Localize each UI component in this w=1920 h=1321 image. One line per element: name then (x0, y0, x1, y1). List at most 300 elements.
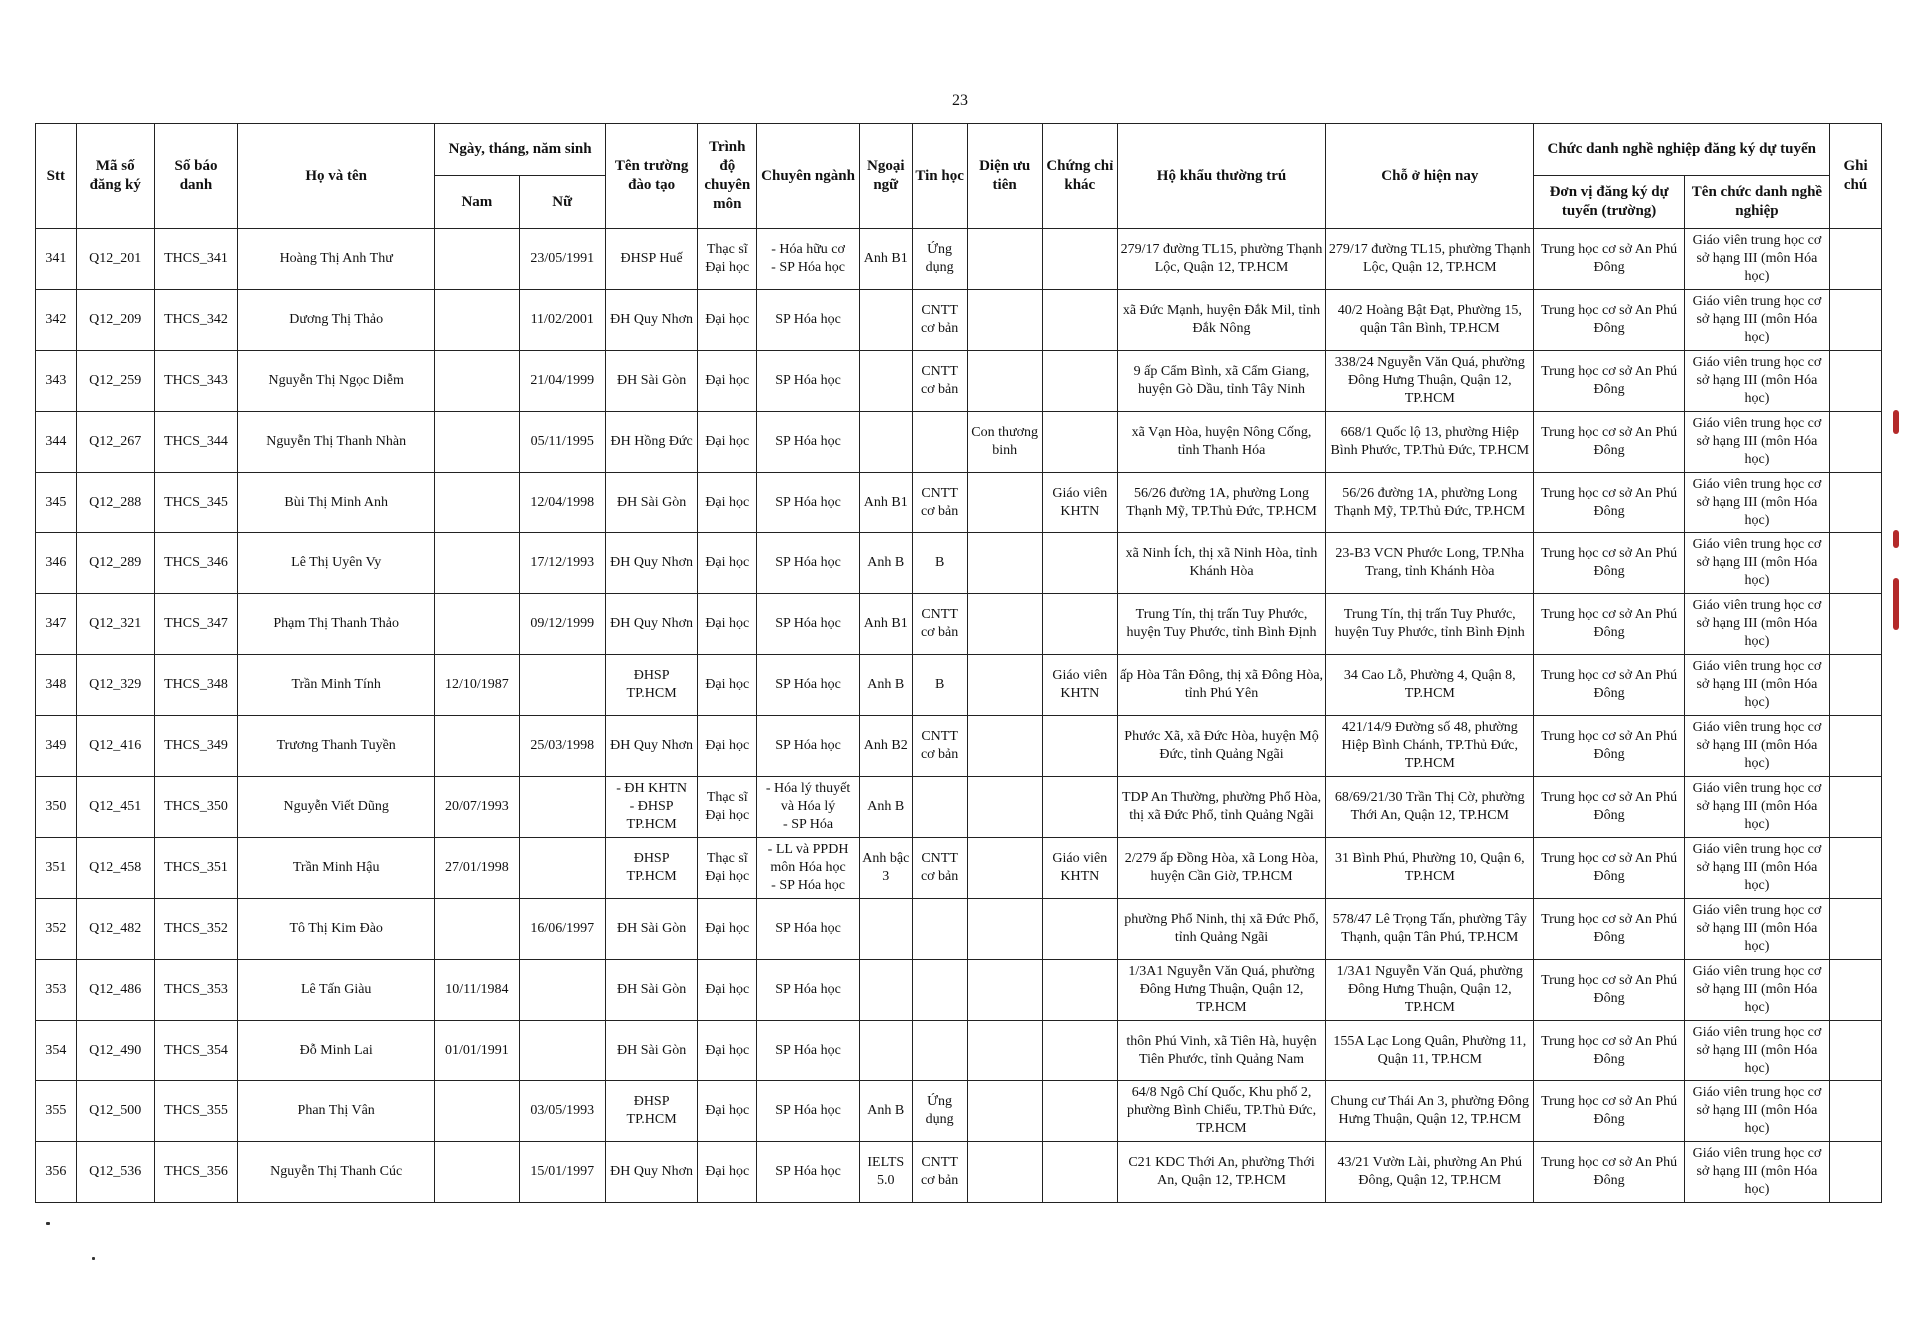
cell-trinh-do: Đại học (698, 1142, 757, 1203)
cell-dien-uu-tien (967, 837, 1042, 898)
cell-nu (519, 959, 605, 1020)
cell-stt: 351 (36, 837, 77, 898)
cell-truong: - ĐH KHTN - ĐHSP TP.HCM (605, 777, 697, 838)
cell-dien-uu-tien (967, 716, 1042, 777)
cell-ten-chuc-danh: Giáo viên trung học cơ sở hạng III (môn Hóa học) (1684, 777, 1829, 838)
cell-name: Trần Minh Tính (238, 655, 435, 716)
cell-chung-chi (1042, 777, 1117, 838)
cell-name: Nguyễn Thị Ngọc Diễm (238, 350, 435, 411)
cell-truong: ĐH Sài Gòn (605, 898, 697, 959)
cell-ngoai-ngu (859, 411, 912, 472)
cell-ten-chuc-danh: Giáo viên trung học cơ sở hạng III (môn Hóa học) (1684, 229, 1829, 290)
cell-ten-chuc-danh: Giáo viên trung học cơ sở hạng III (môn Hóa học) (1684, 1142, 1829, 1203)
cell-ten-chuc-danh: Giáo viên trung học cơ sở hạng III (môn Hóa học) (1684, 533, 1829, 594)
cell-stt: 353 (36, 959, 77, 1020)
cell-nu (519, 1020, 605, 1081)
cell-cho-o: 40/2 Hoàng Bật Đạt, Phường 15, quận Tân Bình, TP.HCM (1326, 289, 1534, 350)
cell-ma-so: Q12_288 (76, 472, 154, 533)
cell-ho-khau: ấp Hòa Tân Đông, thị xã Đông Hòa, tỉnh Phú Yên (1117, 655, 1325, 716)
cell-ma-so: Q12_500 (76, 1081, 154, 1142)
header-truong: Tên trường đào tạo (605, 124, 697, 229)
cell-tin-hoc (912, 411, 967, 472)
cell-don-vi: Trung học cơ sở An Phú Đông (1534, 1081, 1684, 1142)
cell-ten-chuc-danh: Giáo viên trung học cơ sở hạng III (môn Hóa học) (1684, 898, 1829, 959)
cell-ma-so: Q12_289 (76, 533, 154, 594)
cell-ghi-chu (1830, 1142, 1882, 1203)
cell-ma-so: Q12_458 (76, 837, 154, 898)
cell-chung-chi (1042, 229, 1117, 290)
cell-chuyen-nganh: SP Hóa học (757, 1020, 860, 1081)
cell-so-bao-danh: THCS_347 (154, 594, 237, 655)
cell-truong: ĐH Quy Nhơn (605, 594, 697, 655)
cell-dien-uu-tien (967, 289, 1042, 350)
cell-trinh-do: Đại học (698, 533, 757, 594)
cell-truong: ĐH Sài Gòn (605, 350, 697, 411)
cell-ghi-chu (1830, 229, 1882, 290)
cell-so-bao-danh: THCS_353 (154, 959, 237, 1020)
cell-ma-so: Q12_416 (76, 716, 154, 777)
table-row (36, 1142, 1882, 1203)
cell-so-bao-danh: THCS_343 (154, 350, 237, 411)
cell-name: Nguyễn Viết Dũng (238, 777, 435, 838)
cell-ten-chuc-danh: Giáo viên trung học cơ sở hạng III (môn Hóa học) (1684, 1020, 1829, 1081)
table-body (36, 229, 1882, 1203)
cell-cho-o: 279/17 đường TL15, phường Thạnh Lộc, Quận 12, TP.HCM (1326, 229, 1534, 290)
cell-tin-hoc: Ứng dụng (912, 1081, 967, 1142)
table-row (36, 229, 1882, 290)
cell-so-bao-danh: THCS_356 (154, 1142, 237, 1203)
cell-tin-hoc: CNTT cơ bản (912, 1142, 967, 1203)
cell-truong: ĐH Quy Nhơn (605, 289, 697, 350)
cell-stt: 341 (36, 229, 77, 290)
cell-tin-hoc: B (912, 533, 967, 594)
cell-ghi-chu (1830, 959, 1882, 1020)
cell-chuyen-nganh: SP Hóa học (757, 898, 860, 959)
cell-cho-o: 31 Bình Phú, Phường 10, Quận 6, TP.HCM (1326, 837, 1534, 898)
header-ghi-chu: Ghi chú (1830, 124, 1882, 229)
cell-cho-o: 668/1 Quốc lộ 13, phường Hiệp Bình Phước, TP.Thủ Đức, TP.HCM (1326, 411, 1534, 472)
cell-ho-khau: 9 ấp Cẩm Bình, xã Cẩm Giang, huyện Gò Dầu, tỉnh Tây Ninh (1117, 350, 1325, 411)
table-row (36, 350, 1882, 411)
cell-dien-uu-tien (967, 1142, 1042, 1203)
cell-nu: 17/12/1993 (519, 533, 605, 594)
table-row (36, 898, 1882, 959)
cell-stt: 355 (36, 1081, 77, 1142)
cell-ho-khau: 2/279 ấp Đồng Hòa, xã Long Hòa, huyện Cần Giờ, TP.HCM (1117, 837, 1325, 898)
cell-ten-chuc-danh: Giáo viên trung học cơ sở hạng III (môn Hóa học) (1684, 837, 1829, 898)
cell-ma-so: Q12_451 (76, 777, 154, 838)
cell-stt: 346 (36, 533, 77, 594)
cell-trinh-do: Thạc sĩ Đại học (698, 777, 757, 838)
margin-ink-mark (1893, 578, 1899, 630)
cell-don-vi: Trung học cơ sở An Phú Đông (1534, 1142, 1684, 1203)
cell-cho-o: 338/24 Nguyễn Văn Quá, phường Đông Hưng Thuận, Quận 12, TP.HCM (1326, 350, 1534, 411)
cell-chuyen-nganh: - Hóa lý thuyết và Hóa lý - SP Hóa (757, 777, 860, 838)
candidate-table (35, 123, 1882, 1203)
cell-ngoai-ngu (859, 350, 912, 411)
cell-trinh-do: Đại học (698, 959, 757, 1020)
cell-so-bao-danh: THCS_352 (154, 898, 237, 959)
cell-ngoai-ngu: Anh B (859, 1081, 912, 1142)
margin-ink-mark (1893, 410, 1899, 434)
cell-ghi-chu (1830, 411, 1882, 472)
cell-ho-khau: thôn Phú Vinh, xã Tiên Hà, huyện Tiên Phước, tỉnh Quảng Nam (1117, 1020, 1325, 1081)
header-chung-chi: Chứng chỉ khác (1042, 124, 1117, 229)
cell-ho-khau: xã Đức Mạnh, huyện Đắk Mil, tỉnh Đắk Nông (1117, 289, 1325, 350)
cell-nu (519, 837, 605, 898)
cell-nam: 10/11/1984 (435, 959, 519, 1020)
cell-chuyen-nganh: SP Hóa học (757, 716, 860, 777)
cell-dien-uu-tien (967, 655, 1042, 716)
table-row (36, 1081, 1882, 1142)
cell-ten-chuc-danh: Giáo viên trung học cơ sở hạng III (môn Hóa học) (1684, 716, 1829, 777)
cell-chung-chi (1042, 959, 1117, 1020)
cell-ten-chuc-danh: Giáo viên trung học cơ sở hạng III (môn Hóa học) (1684, 411, 1829, 472)
cell-don-vi: Trung học cơ sở An Phú Đông (1534, 898, 1684, 959)
page-number: 23 (952, 92, 968, 109)
cell-chuyen-nganh: SP Hóa học (757, 533, 860, 594)
cell-nam (435, 533, 519, 594)
cell-nam (435, 229, 519, 290)
cell-so-bao-danh: THCS_341 (154, 229, 237, 290)
cell-ngoai-ngu: Anh B (859, 777, 912, 838)
cell-so-bao-danh: THCS_345 (154, 472, 237, 533)
table-row (36, 411, 1882, 472)
cell-nu: 11/02/2001 (519, 289, 605, 350)
cell-ten-chuc-danh: Giáo viên trung học cơ sở hạng III (môn Hóa học) (1684, 1081, 1829, 1142)
cell-ma-so: Q12_259 (76, 350, 154, 411)
cell-ho-khau: Trung Tín, thị trấn Tuy Phước, huyện Tuy Phước, tỉnh Bình Định (1117, 594, 1325, 655)
cell-chuyen-nganh: - Hóa hữu cơ - SP Hóa học (757, 229, 860, 290)
cell-chuyen-nganh: - LL và PPDH môn Hóa học - SP Hóa học (757, 837, 860, 898)
cell-tin-hoc: CNTT cơ bản (912, 350, 967, 411)
cell-nam (435, 898, 519, 959)
cell-ma-so: Q12_490 (76, 1020, 154, 1081)
cell-stt: 342 (36, 289, 77, 350)
cell-ma-so: Q12_267 (76, 411, 154, 472)
cell-tin-hoc: CNTT cơ bản (912, 837, 967, 898)
cell-stt: 356 (36, 1142, 77, 1203)
cell-so-bao-danh: THCS_354 (154, 1020, 237, 1081)
cell-tin-hoc: B (912, 655, 967, 716)
cell-stt: 349 (36, 716, 77, 777)
cell-truong: ĐH Quy Nhơn (605, 1142, 697, 1203)
cell-truong: ĐH Sài Gòn (605, 959, 697, 1020)
cell-name: Nguyễn Thị Thanh Nhàn (238, 411, 435, 472)
table-row (36, 959, 1882, 1020)
cell-ho-khau: 64/8 Ngô Chí Quốc, Khu phố 2, phường Bình Chiểu, TP.Thủ Đức, TP.HCM (1117, 1081, 1325, 1142)
header-ma-so: Mã số đăng ký (76, 124, 154, 229)
cell-nam (435, 1142, 519, 1203)
cell-ma-so: Q12_486 (76, 959, 154, 1020)
header-chuyen-nganh: Chuyên ngành (757, 124, 860, 229)
table-row (36, 472, 1882, 533)
cell-cho-o: 56/26 đường 1A, phường Long Thạnh Mỹ, TP.Thủ Đức, TP.HCM (1326, 472, 1534, 533)
cell-ghi-chu (1830, 1020, 1882, 1081)
header-so-bao-danh: Số báo danh (154, 124, 237, 229)
cell-cho-o: 34 Cao Lỗ, Phường 4, Quận 8, TP.HCM (1326, 655, 1534, 716)
table-row (36, 1020, 1882, 1081)
cell-stt: 344 (36, 411, 77, 472)
cell-chung-chi (1042, 898, 1117, 959)
header-tin-hoc: Tin học (912, 124, 967, 229)
cell-stt: 352 (36, 898, 77, 959)
cell-nu: 03/05/1993 (519, 1081, 605, 1142)
cell-don-vi: Trung học cơ sở An Phú Đông (1534, 472, 1684, 533)
table-row (36, 533, 1882, 594)
cell-truong: ĐH Quy Nhơn (605, 533, 697, 594)
cell-trinh-do: Thạc sĩ Đại học (698, 837, 757, 898)
cell-nu: 09/12/1999 (519, 594, 605, 655)
cell-ghi-chu (1830, 777, 1882, 838)
table-row (36, 594, 1882, 655)
cell-ghi-chu (1830, 716, 1882, 777)
cell-dien-uu-tien (967, 898, 1042, 959)
cell-name: Bùi Thị Minh Anh (238, 472, 435, 533)
cell-nam: 27/01/1998 (435, 837, 519, 898)
cell-ghi-chu (1830, 533, 1882, 594)
cell-chuyen-nganh: SP Hóa học (757, 472, 860, 533)
cell-chuyen-nganh: SP Hóa học (757, 289, 860, 350)
cell-ho-khau: xã Vạn Hòa, huyện Nông Cống, tỉnh Thanh Hóa (1117, 411, 1325, 472)
cell-ma-so: Q12_329 (76, 655, 154, 716)
cell-so-bao-danh: THCS_342 (154, 289, 237, 350)
cell-name: Hoàng Thị Anh Thư (238, 229, 435, 290)
cell-ho-khau: TDP An Thường, phường Phổ Hòa, thị xã Đức Phổ, tỉnh Quảng Ngãi (1117, 777, 1325, 838)
cell-chuyen-nganh: SP Hóa học (757, 655, 860, 716)
cell-cho-o: Trung Tín, thị trấn Tuy Phước, huyện Tuy Phước, tỉnh Bình Định (1326, 594, 1534, 655)
header-don-vi: Đơn vị đăng ký dự tuyển (trường) (1534, 176, 1684, 229)
cell-nam (435, 411, 519, 472)
cell-chung-chi: Giáo viên KHTN (1042, 655, 1117, 716)
cell-nam (435, 472, 519, 533)
cell-don-vi: Trung học cơ sở An Phú Đông (1534, 289, 1684, 350)
cell-so-bao-danh: THCS_355 (154, 1081, 237, 1142)
cell-truong: ĐHSP TP.HCM (605, 655, 697, 716)
cell-ghi-chu (1830, 655, 1882, 716)
cell-truong: ĐHSP TP.HCM (605, 1081, 697, 1142)
cell-cho-o: 43/21 Vườn Lài, phường An Phú Đông, Quận 12, TP.HCM (1326, 1142, 1534, 1203)
cell-cho-o: 1/3A1 Nguyễn Văn Quá, phường Đông Hưng Thuận, Quận 12, TP.HCM (1326, 959, 1534, 1020)
cell-dien-uu-tien (967, 229, 1042, 290)
cell-chung-chi: Giáo viên KHTN (1042, 837, 1117, 898)
scan-speck (92, 1257, 95, 1260)
cell-ghi-chu (1830, 1081, 1882, 1142)
header-ngoai-ngu: Ngoại ngữ (859, 124, 912, 229)
cell-nu: 16/06/1997 (519, 898, 605, 959)
cell-ghi-chu (1830, 594, 1882, 655)
margin-ink-mark (1893, 530, 1899, 548)
cell-cho-o: 578/47 Lê Trọng Tấn, phường Tây Thạnh, quận Tân Phú, TP.HCM (1326, 898, 1534, 959)
cell-nam (435, 716, 519, 777)
cell-tin-hoc: CNTT cơ bản (912, 716, 967, 777)
cell-ho-khau: Phước Xã, xã Đức Hòa, huyện Mộ Đức, tỉnh Quảng Ngãi (1117, 716, 1325, 777)
cell-dien-uu-tien: Con thương binh (967, 411, 1042, 472)
cell-ten-chuc-danh: Giáo viên trung học cơ sở hạng III (môn Hóa học) (1684, 472, 1829, 533)
cell-chung-chi (1042, 1020, 1117, 1081)
cell-trinh-do: Đại học (698, 594, 757, 655)
cell-name: Phan Thị Vân (238, 1081, 435, 1142)
cell-chung-chi (1042, 533, 1117, 594)
cell-nam (435, 1081, 519, 1142)
cell-tin-hoc (912, 777, 967, 838)
cell-ngoai-ngu (859, 959, 912, 1020)
cell-ngoai-ngu (859, 289, 912, 350)
cell-ngoai-ngu: Anh B (859, 655, 912, 716)
cell-ma-so: Q12_321 (76, 594, 154, 655)
table-row (36, 716, 1882, 777)
header-ngay-sinh: Ngày, tháng, năm sinh (435, 124, 606, 176)
cell-nu: 12/04/1998 (519, 472, 605, 533)
cell-so-bao-danh: THCS_349 (154, 716, 237, 777)
cell-don-vi: Trung học cơ sở An Phú Đông (1534, 350, 1684, 411)
cell-ngoai-ngu (859, 898, 912, 959)
cell-ngoai-ngu: Anh bậc 3 (859, 837, 912, 898)
header-ho-ten: Họ và tên (238, 124, 435, 229)
cell-ho-khau: 279/17 đường TL15, phường Thạnh Lộc, Quận 12, TP.HCM (1117, 229, 1325, 290)
cell-nam (435, 289, 519, 350)
cell-don-vi: Trung học cơ sở An Phú Đông (1534, 411, 1684, 472)
cell-nu: 23/05/1991 (519, 229, 605, 290)
cell-stt: 354 (36, 1020, 77, 1081)
header-stt: Stt (36, 124, 77, 229)
cell-tin-hoc (912, 1020, 967, 1081)
cell-so-bao-danh: THCS_344 (154, 411, 237, 472)
cell-chuyen-nganh: SP Hóa học (757, 350, 860, 411)
cell-ngoai-ngu: Anh B2 (859, 716, 912, 777)
cell-nu (519, 777, 605, 838)
cell-tin-hoc: CNTT cơ bản (912, 472, 967, 533)
cell-ngoai-ngu: IELTS 5.0 (859, 1142, 912, 1203)
cell-so-bao-danh: THCS_351 (154, 837, 237, 898)
cell-truong: ĐHSP Huế (605, 229, 697, 290)
cell-truong: ĐH Hồng Đức (605, 411, 697, 472)
table-row (36, 777, 1882, 838)
header-ten-chuc-danh: Tên chức danh nghề nghiệp (1684, 176, 1829, 229)
cell-stt: 347 (36, 594, 77, 655)
cell-ho-khau: C21 KDC Thới An, phường Thới An, Quận 12, TP.HCM (1117, 1142, 1325, 1203)
cell-name: Trương Thanh Tuyền (238, 716, 435, 777)
cell-chung-chi (1042, 350, 1117, 411)
cell-ma-so: Q12_536 (76, 1142, 154, 1203)
cell-cho-o: 68/69/21/30 Trần Thị Cờ, phường Thới An, Quận 12, TP.HCM (1326, 777, 1534, 838)
cell-dien-uu-tien (967, 350, 1042, 411)
cell-nu: 05/11/1995 (519, 411, 605, 472)
cell-ho-khau: xã Ninh Ích, thị xã Ninh Hòa, tỉnh Khánh Hòa (1117, 533, 1325, 594)
cell-don-vi: Trung học cơ sở An Phú Đông (1534, 1020, 1684, 1081)
cell-ngoai-ngu: Anh B1 (859, 229, 912, 290)
cell-ngoai-ngu: Anh B1 (859, 594, 912, 655)
cell-name: Lê Tấn Giàu (238, 959, 435, 1020)
cell-ghi-chu (1830, 289, 1882, 350)
cell-ho-khau: 56/26 đường 1A, phường Long Thạnh Mỹ, TP.Thủ Đức, TP.HCM (1117, 472, 1325, 533)
cell-ho-khau: 1/3A1 Nguyễn Văn Quá, phường Đông Hưng Thuận, Quận 12, TP.HCM (1117, 959, 1325, 1020)
cell-ghi-chu (1830, 472, 1882, 533)
cell-dien-uu-tien (967, 594, 1042, 655)
cell-tin-hoc (912, 959, 967, 1020)
cell-trinh-do: Đại học (698, 1020, 757, 1081)
header-ho-khau: Hộ khẩu thường trú (1117, 124, 1325, 229)
cell-truong: ĐH Quy Nhơn (605, 716, 697, 777)
header-cho-o: Chỗ ở hiện nay (1326, 124, 1534, 229)
cell-don-vi: Trung học cơ sở An Phú Đông (1534, 777, 1684, 838)
header-chuc-danh: Chức danh nghề nghiệp đăng ký dự tuyển (1534, 124, 1830, 176)
cell-chuyen-nganh: SP Hóa học (757, 594, 860, 655)
cell-name: Nguyễn Thị Thanh Cúc (238, 1142, 435, 1203)
cell-ho-khau: phường Phổ Ninh, thị xã Đức Phổ, tỉnh Quảng Ngãi (1117, 898, 1325, 959)
cell-dien-uu-tien (967, 777, 1042, 838)
header-dien-uu-tien: Diện ưu tiên (967, 124, 1042, 229)
cell-trinh-do: Thạc sĩ Đại học (698, 229, 757, 290)
cell-truong: ĐHSP TP.HCM (605, 837, 697, 898)
cell-chung-chi (1042, 716, 1117, 777)
cell-ma-so: Q12_209 (76, 289, 154, 350)
cell-ngoai-ngu: Anh B1 (859, 472, 912, 533)
cell-tin-hoc: CNTT cơ bản (912, 594, 967, 655)
header-trinh-do: Trình độ chuyên môn (698, 124, 757, 229)
cell-trinh-do: Đại học (698, 350, 757, 411)
cell-so-bao-danh: THCS_350 (154, 777, 237, 838)
cell-name: Dương Thị Thảo (238, 289, 435, 350)
cell-ma-so: Q12_201 (76, 229, 154, 290)
cell-truong: ĐH Sài Gòn (605, 1020, 697, 1081)
cell-chuyen-nganh: SP Hóa học (757, 1081, 860, 1142)
cell-ghi-chu (1830, 898, 1882, 959)
header-nam: Nam (435, 176, 519, 229)
cell-chuyen-nganh: SP Hóa học (757, 1142, 860, 1203)
cell-chung-chi (1042, 594, 1117, 655)
cell-ma-so: Q12_482 (76, 898, 154, 959)
cell-dien-uu-tien (967, 1020, 1042, 1081)
cell-ghi-chu (1830, 837, 1882, 898)
cell-name: Đỗ Minh Lai (238, 1020, 435, 1081)
cell-ten-chuc-danh: Giáo viên trung học cơ sở hạng III (môn Hóa học) (1684, 594, 1829, 655)
cell-stt: 345 (36, 472, 77, 533)
table-row (36, 289, 1882, 350)
cell-ten-chuc-danh: Giáo viên trung học cơ sở hạng III (môn Hóa học) (1684, 959, 1829, 1020)
cell-so-bao-danh: THCS_348 (154, 655, 237, 716)
cell-dien-uu-tien (967, 472, 1042, 533)
cell-cho-o: Chung cư Thái An 3, phường Đông Hưng Thuận, Quận 12, TP.HCM (1326, 1081, 1534, 1142)
cell-nam (435, 350, 519, 411)
cell-ghi-chu (1830, 350, 1882, 411)
cell-dien-uu-tien (967, 959, 1042, 1020)
cell-nu: 21/04/1999 (519, 350, 605, 411)
cell-tin-hoc: CNTT cơ bản (912, 289, 967, 350)
cell-don-vi: Trung học cơ sở An Phú Đông (1534, 594, 1684, 655)
cell-chung-chi: Giáo viên KHTN (1042, 472, 1117, 533)
cell-don-vi: Trung học cơ sở An Phú Đông (1534, 716, 1684, 777)
cell-trinh-do: Đại học (698, 716, 757, 777)
cell-chung-chi (1042, 1081, 1117, 1142)
cell-trinh-do: Đại học (698, 411, 757, 472)
cell-tin-hoc (912, 898, 967, 959)
table-row (36, 837, 1882, 898)
cell-nu (519, 655, 605, 716)
cell-nam: 01/01/1991 (435, 1020, 519, 1081)
cell-cho-o: 23-B3 VCN Phước Long, TP.Nha Trang, tỉnh Khánh Hòa (1326, 533, 1534, 594)
cell-don-vi: Trung học cơ sở An Phú Đông (1534, 229, 1684, 290)
cell-trinh-do: Đại học (698, 472, 757, 533)
cell-tin-hoc: Ứng dụng (912, 229, 967, 290)
cell-ngoai-ngu (859, 1020, 912, 1081)
cell-name: Phạm Thị Thanh Thảo (238, 594, 435, 655)
scan-speck (46, 1222, 50, 1225)
cell-dien-uu-tien (967, 533, 1042, 594)
cell-stt: 343 (36, 350, 77, 411)
cell-stt: 348 (36, 655, 77, 716)
cell-don-vi: Trung học cơ sở An Phú Đông (1534, 959, 1684, 1020)
